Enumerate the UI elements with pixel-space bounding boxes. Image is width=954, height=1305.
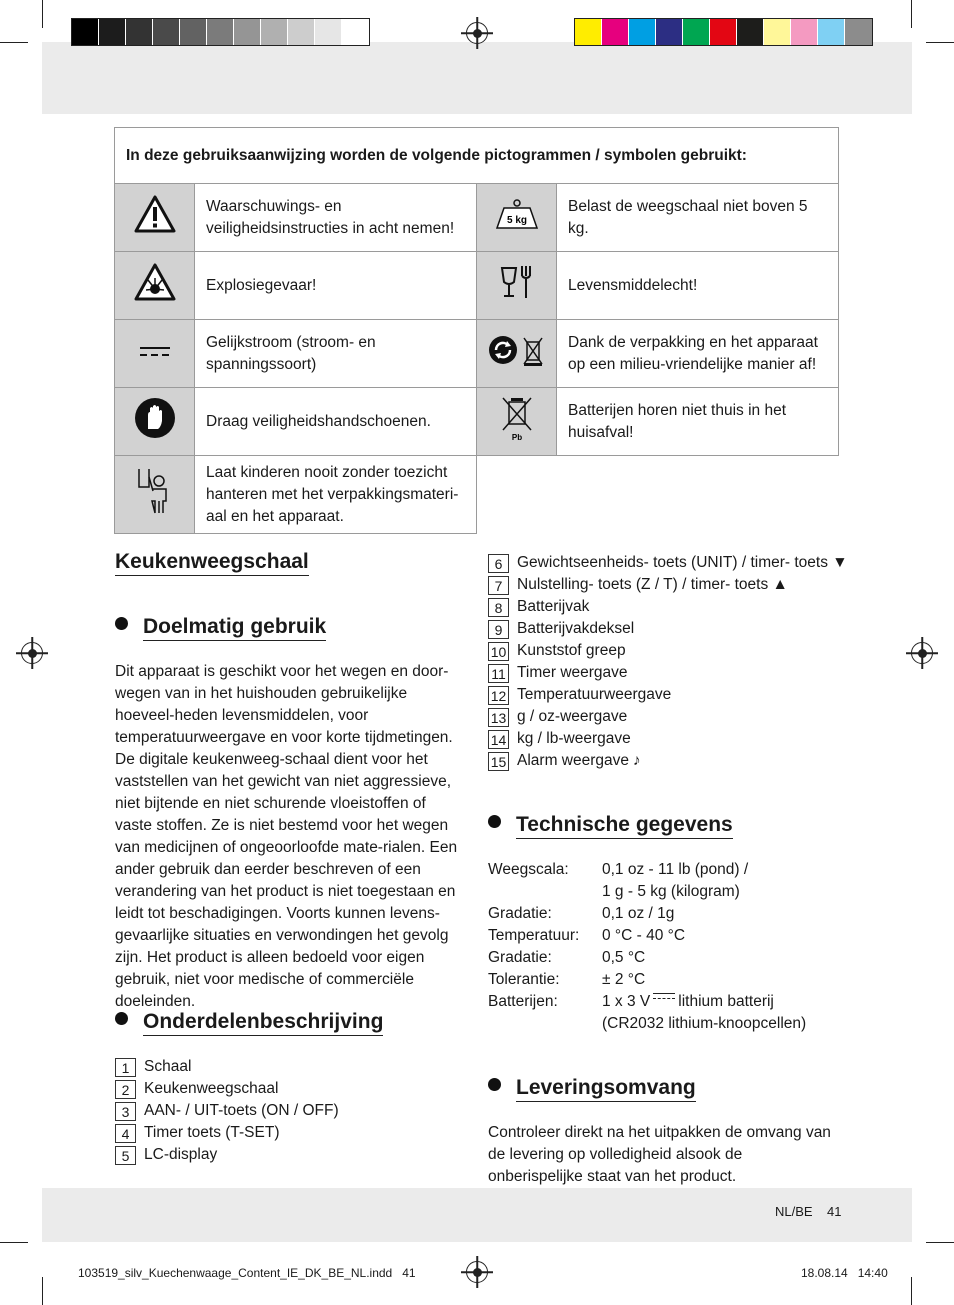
- process-color-swatch: [764, 19, 791, 45]
- gray-swatch: [153, 19, 180, 45]
- process-color-swatch: [737, 19, 764, 45]
- gray-swatch: [234, 19, 261, 45]
- gray-swatch: [342, 19, 369, 45]
- gray-swatch: [207, 19, 234, 45]
- symbol-table: [114, 127, 839, 534]
- delivery-heading-block: [488, 1076, 696, 1102]
- part-item: [488, 662, 848, 684]
- page-number-block: [775, 1204, 842, 1219]
- gray-swatch: [315, 19, 342, 45]
- part-item: [488, 618, 848, 640]
- weight-icon-label: 5 kg: [506, 215, 527, 226]
- direct-current-text: Gelijkstroom (stroom- en spanningssoort): [195, 320, 477, 388]
- gray-swatch: [288, 19, 315, 45]
- registration-mark-right: [911, 642, 933, 664]
- part-label: Kunststof greep: [517, 642, 626, 659]
- warning-triangle-icon: [115, 184, 195, 252]
- spec-value: ± 2 °C: [602, 971, 646, 988]
- food-safe-text: Levensmiddelecht!: [557, 252, 839, 320]
- main-title-block: [115, 550, 309, 576]
- spec-key: [488, 881, 602, 903]
- spec-key: Temperatuur:: [488, 927, 580, 944]
- process-color-swatch: [656, 19, 683, 45]
- spec-row: [488, 903, 806, 925]
- part-item: [115, 1144, 339, 1166]
- part-item: [488, 640, 848, 662]
- spec-value: 1 x 3 V lithium batterij: [602, 993, 774, 1010]
- spec-value: (CR2032 lithium-knoopcellen): [602, 1015, 807, 1032]
- process-color-swatch: [710, 19, 737, 45]
- part-number: 4: [115, 1124, 136, 1143]
- part-item: [488, 750, 848, 772]
- spec-key: Tolerantie:: [488, 971, 560, 988]
- part-number: 14: [488, 730, 509, 749]
- part-label: Batterijvakdeksel: [517, 620, 635, 637]
- intended-use-heading: Doelmatig gebruik: [143, 615, 326, 641]
- part-label: Schaal: [144, 1058, 192, 1075]
- part-number: 12: [488, 686, 509, 705]
- part-number: 6: [488, 554, 509, 573]
- spec-value: 0,1 oz / 1g: [602, 905, 675, 922]
- spec-row: [488, 947, 806, 969]
- part-label: Temperatuurweergave: [517, 686, 672, 703]
- part-number: 5: [115, 1146, 136, 1165]
- part-number: 9: [488, 620, 509, 639]
- parts-list-right: [488, 552, 848, 772]
- weight-text: Belast de weegschaal niet boven 5 kg.: [557, 184, 839, 252]
- food-safe-icon: [477, 252, 557, 320]
- part-label: Keukenweegschaal: [144, 1080, 279, 1097]
- direct-current-icon: [653, 993, 675, 1001]
- process-color-swatch: [602, 19, 629, 45]
- registration-mark-top: [466, 22, 488, 44]
- part-item: [488, 574, 848, 596]
- part-item: [115, 1078, 339, 1100]
- weight-limit-icon: [477, 184, 557, 252]
- part-item: [115, 1100, 339, 1122]
- alarm-bell-icon: ♪: [633, 752, 641, 769]
- process-color-swatch: [845, 19, 872, 45]
- part-label: g / oz-weergave: [517, 708, 628, 725]
- tech-heading-block: [488, 813, 733, 839]
- gray-swatch: [261, 19, 288, 45]
- parts-list-left: [115, 1056, 339, 1166]
- explosion-text: Explosiegevaar!: [195, 252, 477, 320]
- part-item: [488, 706, 848, 728]
- part-item: [115, 1056, 339, 1078]
- gray-swatch: [180, 19, 207, 45]
- spec-value: 0 °C - 40 °C: [602, 927, 686, 944]
- part-number: 15: [488, 752, 509, 771]
- delivery-heading: Leveringsomvang: [516, 1076, 696, 1102]
- page-title: Keukenweegschaal: [115, 550, 309, 576]
- part-label: Timer toets (T-SET): [144, 1124, 280, 1141]
- spec-row: [488, 925, 806, 947]
- part-number: 1: [115, 1058, 136, 1077]
- process-color-swatch: [791, 19, 818, 45]
- child-warning-icon: [115, 456, 195, 534]
- print-date: 18.08.14 14:40: [801, 1266, 888, 1280]
- parts-heading: Onderdelenbeschrijving: [143, 1010, 383, 1036]
- parts-heading-block: [115, 1010, 383, 1036]
- part-number: 8: [488, 598, 509, 617]
- gray-color-bar: [71, 18, 370, 46]
- delivery-text: Controleer direkt na het uitpakken de omvang van de levering op volledigheid alsook de onberispelijke staat van het product.: [488, 1124, 831, 1185]
- bullet-icon: [115, 617, 128, 630]
- part-label: AAN- / UIT-toets (ON / OFF): [144, 1102, 339, 1119]
- recycling-icon: [477, 320, 557, 388]
- part-item: [488, 684, 848, 706]
- part-number: 3: [115, 1102, 136, 1121]
- spec-value: 1 g - 5 kg (kilogram): [602, 883, 740, 900]
- spec-row-batteries: [488, 991, 806, 1013]
- spec-row: [488, 859, 806, 881]
- part-number: 11: [488, 664, 509, 683]
- part-item: [488, 596, 848, 618]
- spec-row-batteries-2: [488, 1013, 806, 1035]
- gray-swatch: [72, 19, 99, 45]
- part-label: kg / lb-weergave: [517, 730, 631, 747]
- gray-swatch: [99, 19, 126, 45]
- process-color-swatch: [629, 19, 656, 45]
- spec-key: Gradatie:: [488, 905, 552, 922]
- direct-current-icon: [115, 320, 195, 388]
- disposal-text: Dank de verpakking en het apparaat op een milieu-vriendelijke manier af!: [557, 320, 839, 388]
- tech-specs: [488, 859, 806, 1035]
- bullet-icon: [488, 815, 501, 828]
- part-number: 7: [488, 576, 509, 595]
- warning-text: Waarschuwings- en veiligheidsinstructies in acht nemen!: [195, 184, 477, 252]
- part-number: 13: [488, 708, 509, 727]
- part-item: [488, 728, 848, 750]
- battery-disposal-icon: [477, 388, 557, 456]
- registration-mark-left: [21, 642, 43, 664]
- spec-value: 0,1 oz - 11 lb (pond) /: [602, 861, 749, 878]
- part-number: 2: [115, 1080, 136, 1099]
- part-label: Timer weergave: [517, 664, 628, 681]
- spec-key: Gradatie:: [488, 949, 552, 966]
- part-number: 10: [488, 642, 509, 661]
- safety-gloves-icon: [115, 388, 195, 456]
- spec-row: [488, 881, 806, 903]
- part-label: Gewichtseenheids- toets (UNIT) / timer- toets ▼: [517, 554, 848, 571]
- bullet-icon: [488, 1078, 501, 1091]
- part-item: [115, 1122, 339, 1144]
- part-item: [488, 552, 848, 574]
- symbol-table-heading: In deze gebruiksaanwijzing worden de volgende pictogrammen / symbolen gebruikt:: [115, 128, 839, 184]
- part-label: Alarm weergave: [517, 752, 629, 769]
- bullet-icon: [115, 1012, 128, 1025]
- process-color-bar: [574, 18, 873, 46]
- part-label: Nulstelling- toets (Z / T) / timer- toets ▲: [517, 576, 788, 593]
- process-color-swatch: [575, 19, 602, 45]
- process-color-swatch: [818, 19, 845, 45]
- intended-use-heading-block: [115, 615, 326, 641]
- part-label: LC-display: [144, 1146, 218, 1163]
- spec-key: Weegscala:: [488, 861, 569, 878]
- gray-swatch: [126, 19, 153, 45]
- battery-icon-label: Pb: [511, 433, 522, 442]
- spec-row: [488, 969, 806, 991]
- spec-key: Batterijen:: [488, 993, 558, 1010]
- intended-use-text: Dit apparaat is geschikt voor het wegen en door-wegen van in het huishouden gebruikelijke hoeveel-heden levensmiddelen, voor temperatuurweergave en voor korte tijdmetingen. De digitale keukenweeg-schaal dient voor het vaststellen van het gewicht van niet aggressieve, niet bijtende en niet schurende vloeistoffen of vaste stoffen. Ze is niet bestemd voor het wegen van medicijnen of ongeoorloofde mate-rialen. Een ander gebruik dan eerder beschreven of een verandering van het product is niet toegestaan en leidt tot beschadigingen. Voorts kunnen levens-gevaarlijke situaties en verwondingen het gevolg zijn. Het product is alleen bedoeld voor eigen gebruik, niet voor medische of commerciële doeleinden.: [115, 663, 458, 1010]
- registration-mark-bottom: [466, 1261, 488, 1283]
- spec-value: 0,5 °C: [602, 949, 646, 966]
- process-color-swatch: [683, 19, 710, 45]
- header-band: [42, 42, 912, 114]
- page-number: 41: [827, 1204, 842, 1219]
- gloves-text: Draag veiligheidshandschoenen.: [195, 388, 477, 456]
- children-text: Laat kinderen nooit zonder toezicht hanteren met het verpakkingsmateri-aal en het apparaat.: [195, 456, 477, 534]
- file-info: 103519_silv_Kuechenwaage_Content_IE_DK_BE_NL.indd 41: [78, 1266, 416, 1280]
- language-code: NL/BE: [775, 1204, 813, 1219]
- tech-heading: Technische gegevens: [516, 813, 733, 839]
- batteries-text: Batterijen horen niet thuis in het huisafval!: [557, 388, 839, 456]
- part-label: Batterijvak: [517, 598, 590, 615]
- explosion-icon: [115, 252, 195, 320]
